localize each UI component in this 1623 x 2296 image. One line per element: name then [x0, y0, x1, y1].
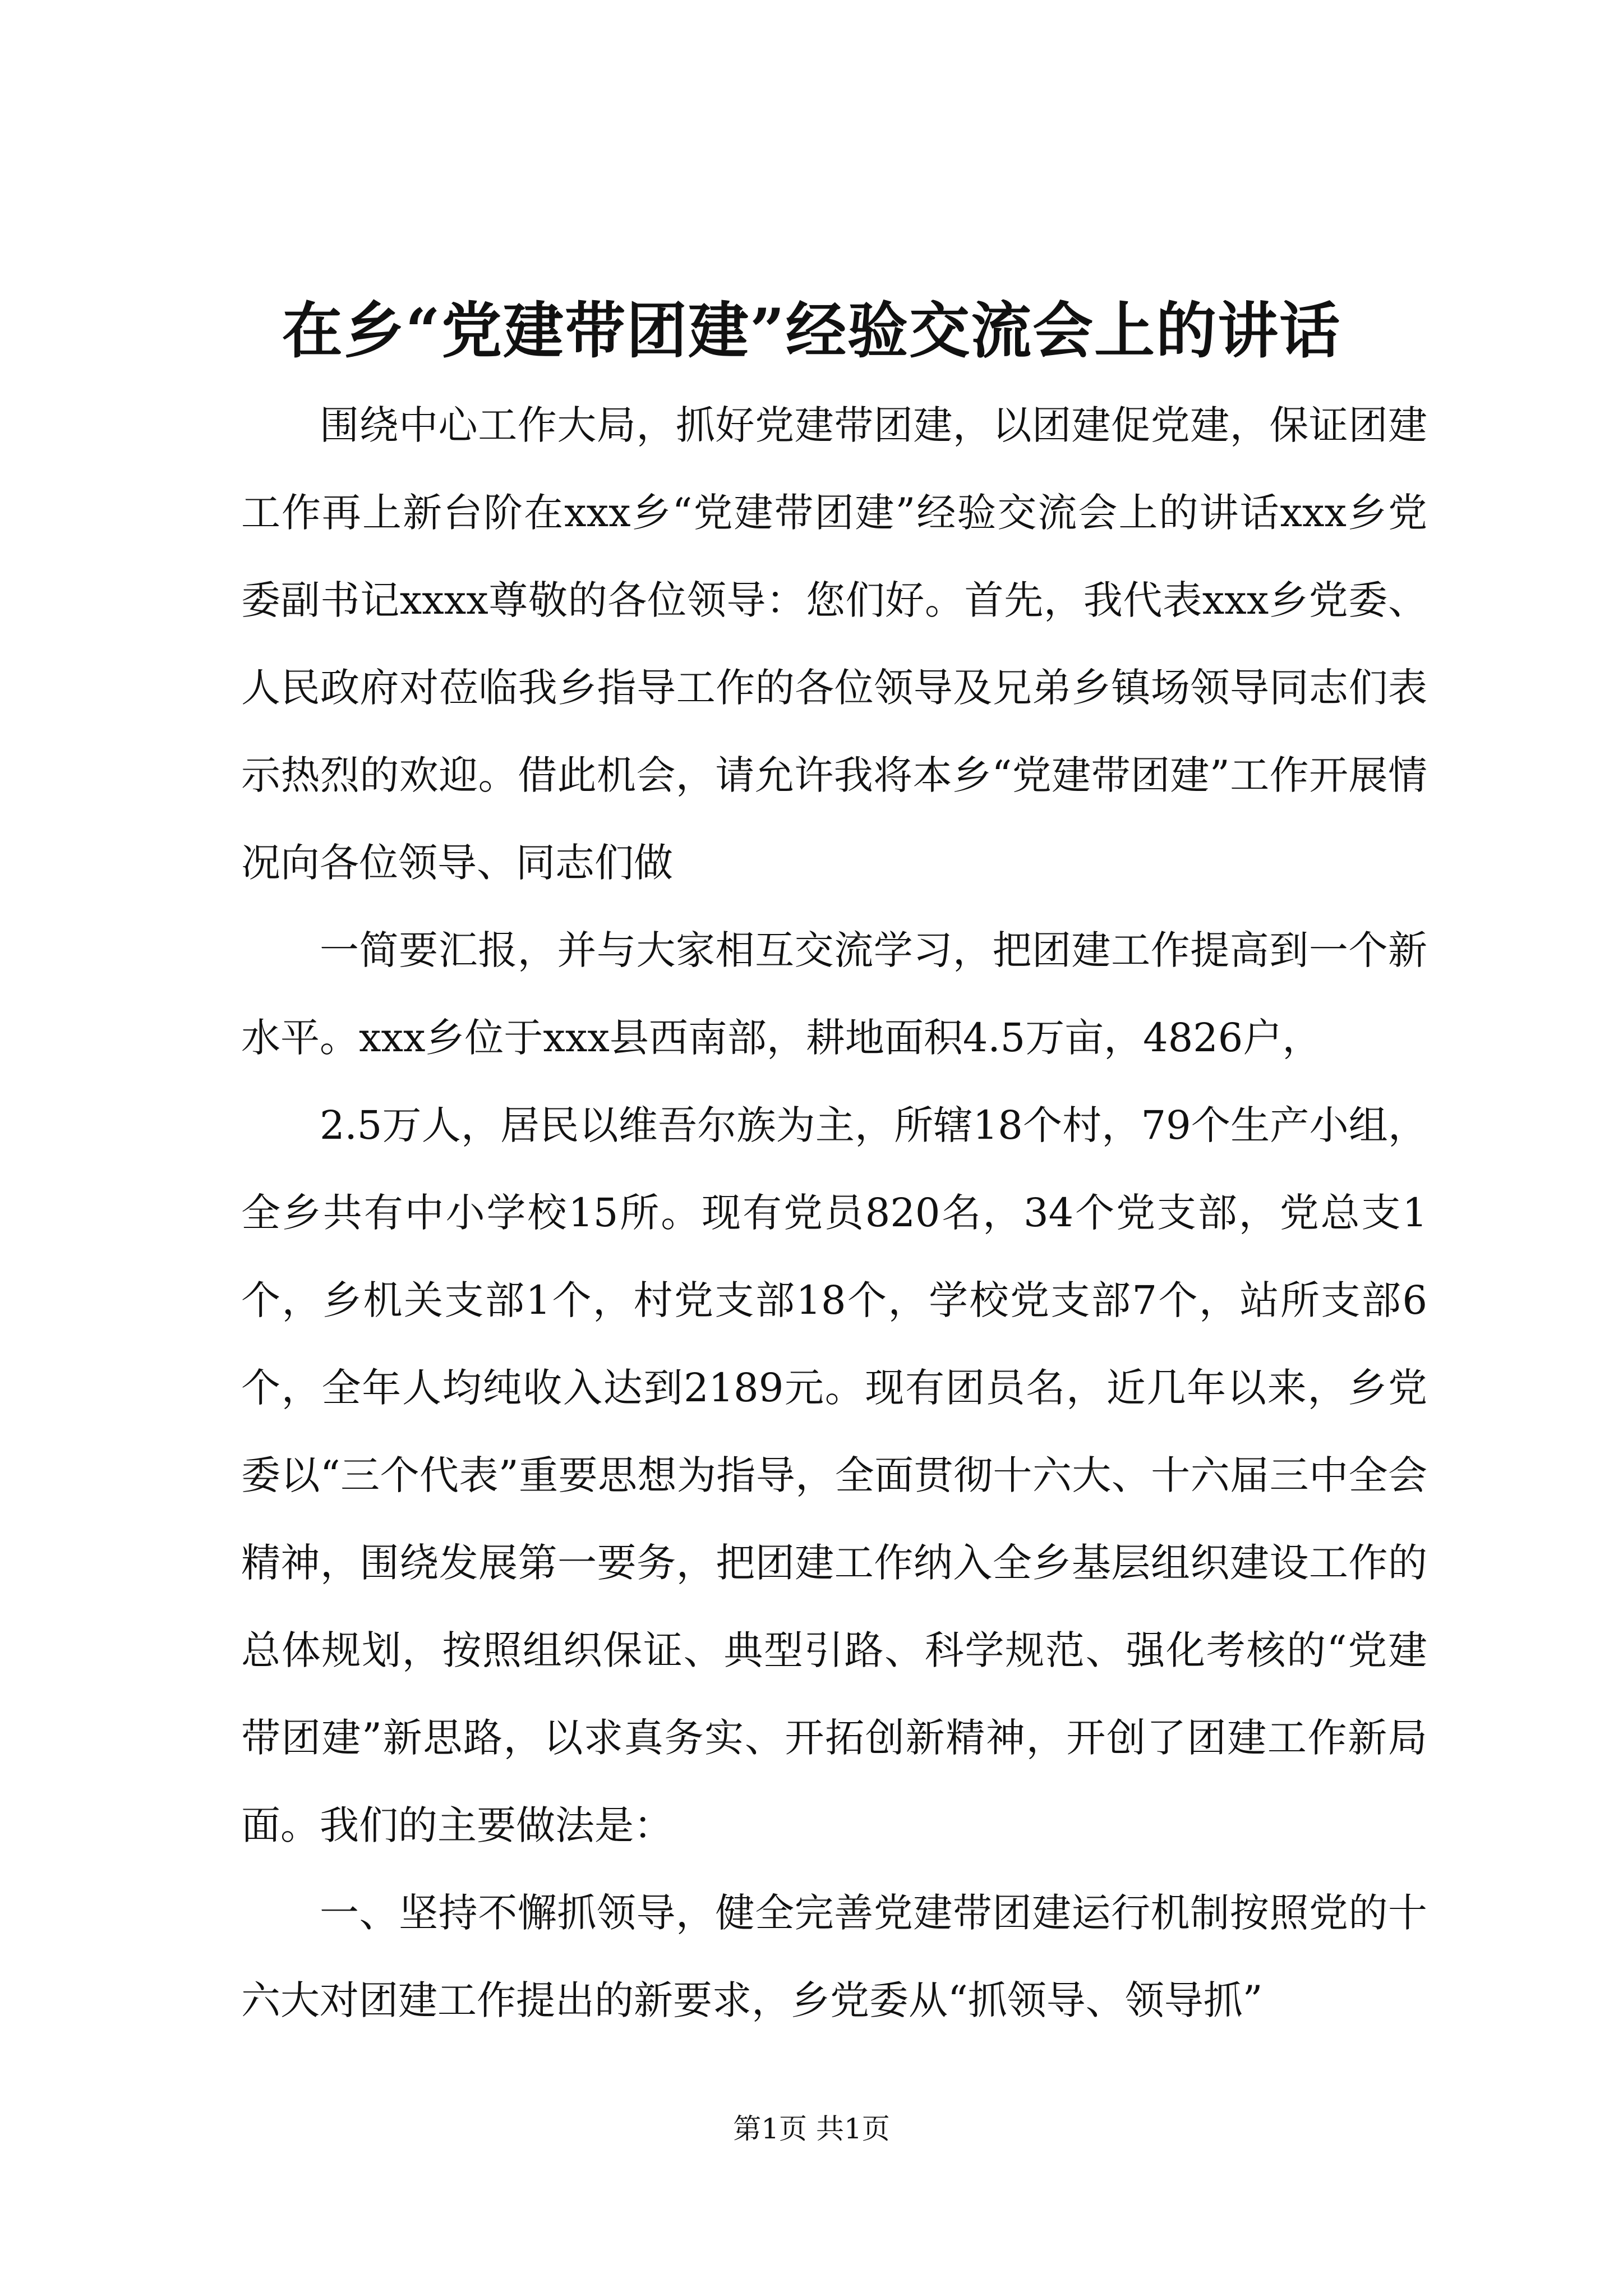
page-footer: 第1页 共1页 [733, 2113, 890, 2145]
paragraph: 一、坚持不懈抓领导，健全完善党建带团建运行机制按照党的十六大对团建工作提出的新要求，乡党委从“抓领导、领导抓” [241, 1890, 1427, 2023]
paragraph: 围绕中心工作大局，抓好党建带团建，以团建促党建，保证团建工作再上新台阶在xxx乡“党建带团建”经验交流会上的讲话xxx乡党委副书记xxxx尊敬的各位领导：您们好。首先，我代表xxx乡党委、人民政府对莅临我乡指导工作的各位领导及兄弟乡镇场领导同志们表示热烈的欢迎。借此机会，请允许我将本乡“党建带团建”工作开展情况向各位领导、同志们做 [241, 402, 1427, 886]
document-body [241, 381, 1427, 2044]
paragraph: 2.5万人，居民以维吾尔族为主，所辖18个村，79个生产小组，全乡共有中小学校15所。现有党员820名，34个党支部，党总支1个，乡机关支部1个，村党支部18个，学校党支部7个，站所支部6个，全年人均纯收入达到2189元。现有团员名，近几年以来，乡党委以“三个代表”重要思想为指导，全面贯彻十六大、十六届三中全会精神，围绕发展第一要务，把团建工作纳入全乡基层组织建设工作的总体规划，按照组织保证、典型引路、科学规范、强化考核的“党建带团建”新思路，以求真务实、开拓创新精神，开创了团建工作新局面。我们的主要做法是： [241, 1102, 1427, 1848]
document-title: 在乡“党建带团建”经验交流会上的讲话 [282, 296, 1341, 366]
paragraph: 一简要汇报，并与大家相互交流学习，把团建工作提高到一个新水平。xxx乡位于xxx县西南部，耕地面积4.5万亩，4826户， [241, 927, 1427, 1061]
